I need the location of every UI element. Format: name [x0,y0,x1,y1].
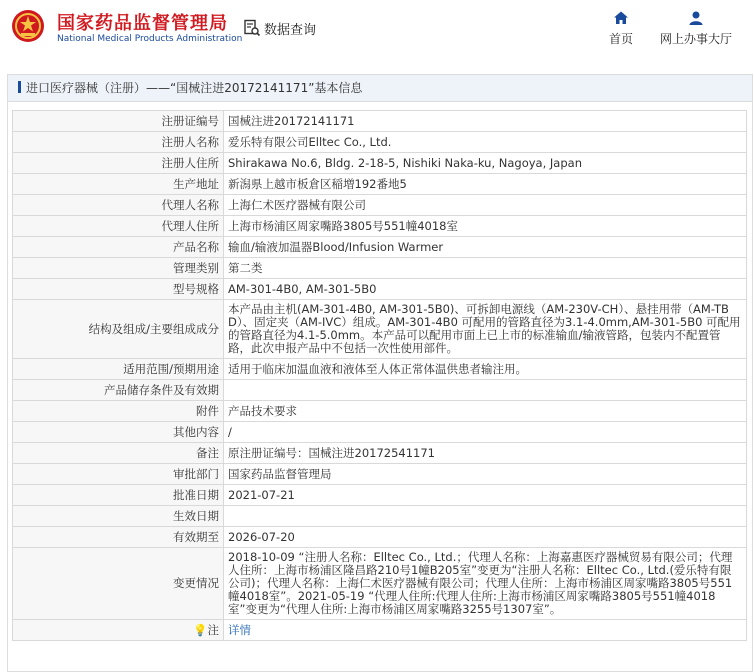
table-row [13,153,747,174]
field-value: 新潟県上越市板倉区稲増192番地5 [224,174,747,195]
nav-online-office-label: 网上办事大厅 [659,32,732,46]
table-row [13,237,747,258]
table-row [13,527,747,548]
brand-name-cn: 国家药品监督管理局 [57,13,228,34]
table-row-note [13,620,747,641]
table-row [13,279,747,300]
field-value: 2018-10-09 “注册人名称：Elltec Co., Ltd.；代理人名称：上海嘉惠医疗器械贸易有限公司；代理人住所：上海市杨浦区隆昌路210号1幢B205室”变更为“注册人名称：Elltec Co., Ltd.(爱乐特有限公司)；代理人名称：上海仁术医疗器械有限公司；代理人住所：上海市杨浦区周家嘴路3805号551幢4018室”。2021-05-19 “代理人住所:代理人住所:上海市杨浦区周家嘴路3805号551幢4018室”变更为“代理人住所:上海市杨浦区周家嘴路3255号1307室”。 [224,548,747,620]
table-row [13,258,747,279]
field-label: 变更情况 [13,548,224,620]
device-info-panel [7,74,753,672]
table-row [13,506,747,527]
field-value: 上海市杨浦区周家嘴路3805号551幢4018室 [224,216,747,237]
note-key-label: 注 [207,622,219,637]
field-label: 产品名称 [13,237,224,258]
table-row [13,380,747,401]
user-icon [688,10,704,26]
field-label: 生效日期 [13,506,224,527]
field-value: 本产品由主机(AM-301-4B0, AM-301-5B0)、可拆卸电源线（AM-230V-CH）、悬挂用带（AM-TBD）、固定夹（AM-IVC）组成。AM-301-4B0 可配用的管路直径为3.1-4.0mm,AM-301-5B0 可配用的管路直径为4.1-5.0mm。本产品可以配用市面上已上市的标准输血/输液管路，包装内不配置管路，此次申报产品中不包括一次性使用部件。 [224,300,747,359]
data-query-link[interactable] [243,17,316,39]
data-query-label: 数据查询 [264,22,317,38]
table-row [13,174,747,195]
field-value: 上海仁术医疗器械有限公司 [224,195,747,216]
panel-title [8,75,752,102]
field-label: 产品储存条件及有效期 [13,380,224,401]
field-value: 爱乐特有限公司Elltec Co., Ltd. [224,132,747,153]
field-label: 注册人住所 [13,153,224,174]
field-value: 第二类 [224,258,747,279]
field-value: 输血/输液加温器Blood/Infusion Warmer [224,237,747,258]
field-label: 管理类别 [13,258,224,279]
table-row [13,300,747,359]
field-label: 备注 [13,443,224,464]
field-value: 2021-07-21 [224,485,747,506]
table-row [13,401,747,422]
panel-title-text: 进口医疗器械（注册）——“国械注进20172141171”基本信息 [26,81,363,95]
field-value: 国械注进20172141171 [224,111,747,132]
table-row [13,359,747,380]
field-value: 适用于临床加温血液和液体至人体正常体温供患者输注用。 [224,359,747,380]
field-label: 结构及组成/主要组成成分 [13,300,224,359]
bulb-icon: 💡 [193,622,208,637]
table-row [13,548,747,620]
note-key [13,620,224,641]
note-value [224,620,747,641]
table-row [13,464,747,485]
nav-home[interactable] [604,10,638,47]
field-value: 2026-07-20 [224,527,747,548]
field-label: 生产地址 [13,174,224,195]
device-info-table [12,110,747,641]
field-value [224,380,747,401]
field-label: 型号规格 [13,279,224,300]
field-label: 代理人住所 [13,216,224,237]
field-label: 其他内容 [13,422,224,443]
site-header [0,0,754,64]
field-label: 批准日期 [13,485,224,506]
details-link[interactable]: 详情 [228,622,251,637]
table-row [13,443,747,464]
national-emblem-icon [11,9,45,43]
table-row [13,216,747,237]
nav-home-label: 首页 [608,32,633,46]
field-value: 产品技术要求 [224,401,747,422]
title-bar-marker [18,81,21,93]
field-label: 适用范围/预期用途 [13,359,224,380]
field-label: 注册人名称 [13,132,224,153]
nav-online-office[interactable] [656,10,736,47]
field-label: 附件 [13,401,224,422]
table-row [13,422,747,443]
table-row [13,485,747,506]
table-row [13,111,747,132]
field-value: 国家药品监督管理局 [224,464,747,485]
field-value: Shirakawa No.6, Bldg. 2-18-5, Nishiki Naka-ku, Nagoya, Japan [224,153,747,174]
home-icon [613,10,629,26]
table-row [13,195,747,216]
document-search-icon [243,19,261,37]
brand-name-en: National Medical Products Administration [57,34,243,44]
field-label: 有效期至 [13,527,224,548]
field-value: 原注册证编号：国械注进20172541171 [224,443,747,464]
field-label: 审批部门 [13,464,224,485]
table-row [13,132,747,153]
field-label: 代理人名称 [13,195,224,216]
field-label: 注册证编号 [13,111,224,132]
field-value: AM-301-4B0, AM-301-5B0 [224,279,747,300]
field-value: / [224,422,747,443]
field-value [224,506,747,527]
